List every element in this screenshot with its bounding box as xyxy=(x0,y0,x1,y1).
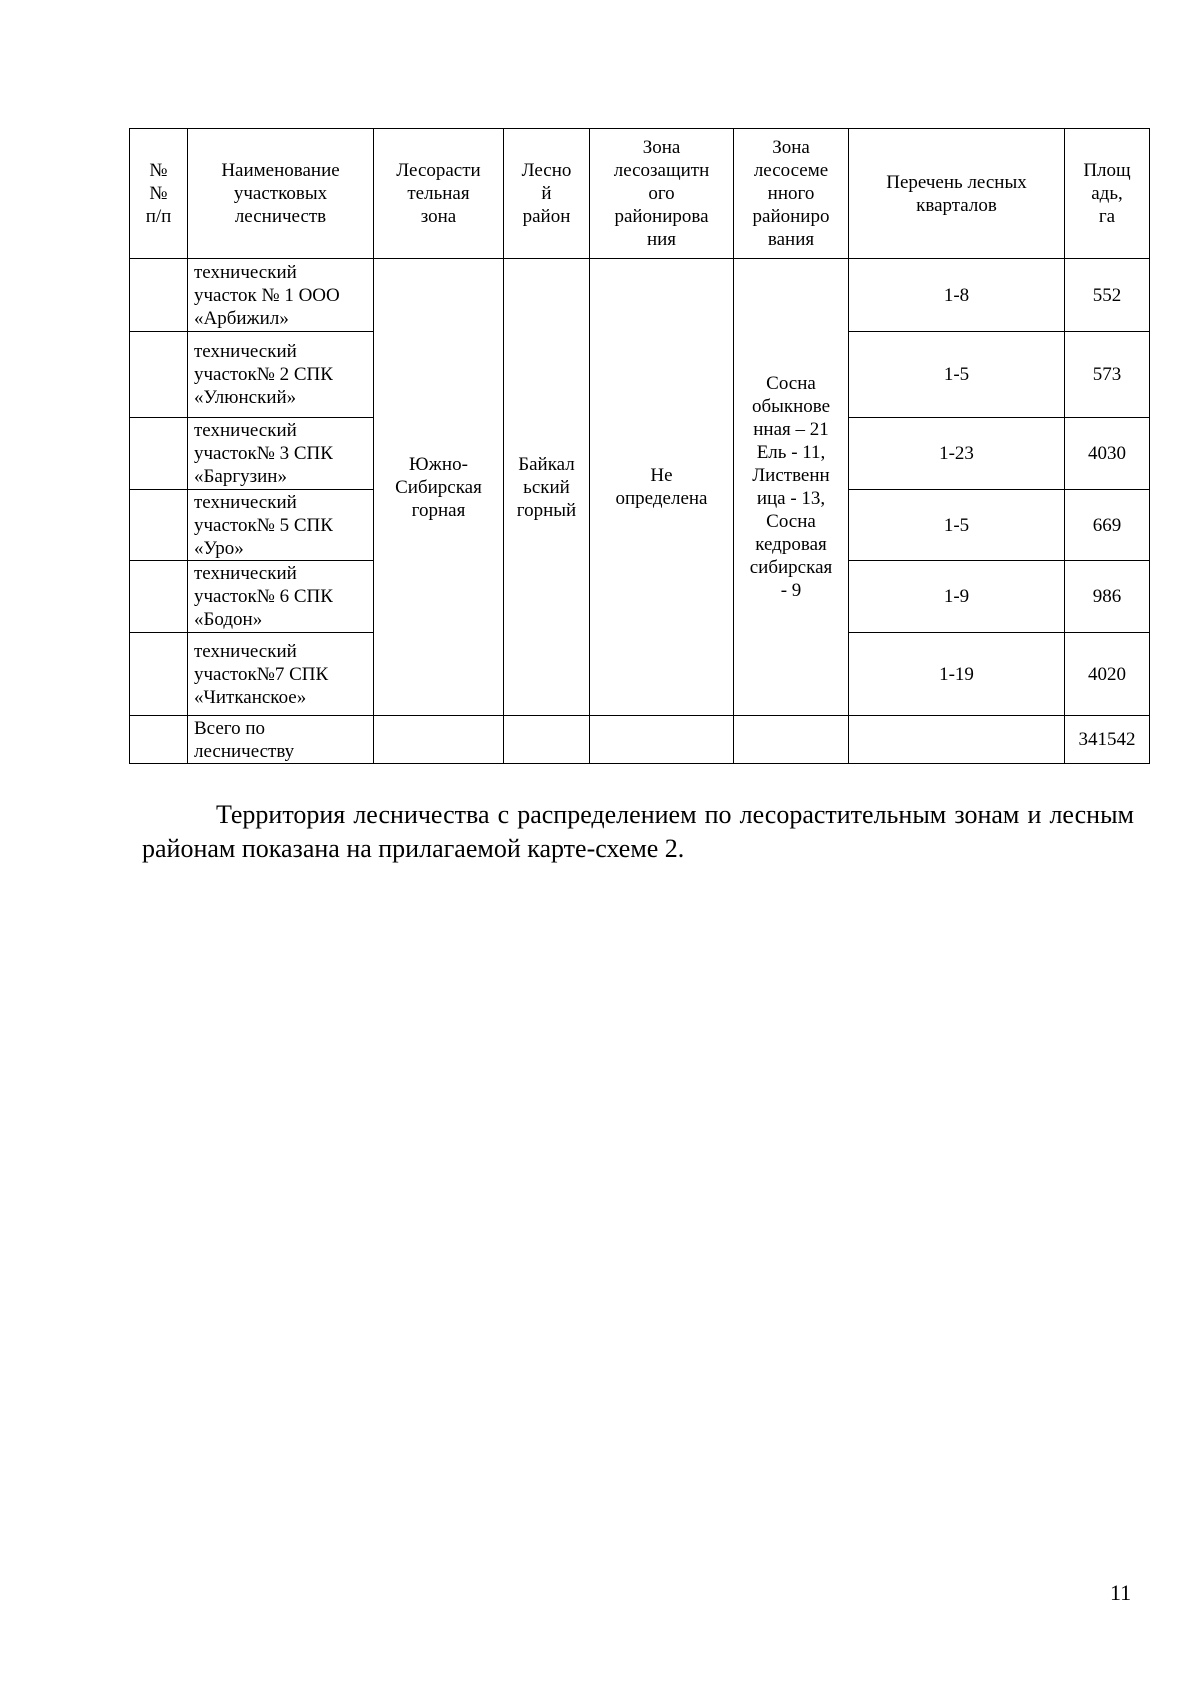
total-empty-cell xyxy=(734,716,849,764)
header-seed-zone: Зона лесосеме нного райониро вания xyxy=(734,129,849,259)
row-area: 4020 xyxy=(1065,633,1150,716)
row-name: технический участок№ 2 СПК «Улюнский» xyxy=(188,332,374,418)
row-quarters: 1-5 xyxy=(849,332,1065,418)
row-name: технический участок№7 СПК «Читканское» xyxy=(188,633,374,716)
header-forest-district: Лесно й район xyxy=(504,129,590,259)
row-name: технический участок№ 6 СПК «Бодон» xyxy=(188,561,374,633)
body-paragraph: Территория лесничества с распределением по лесорастительным зонам и лесным районам показана на прилагаемой карте-схеме 2. xyxy=(142,800,1134,863)
header-row xyxy=(130,129,1150,259)
table-row xyxy=(130,259,1150,332)
header-name: Наименование участковых лесничеств xyxy=(188,129,374,259)
row-num-cell xyxy=(130,490,188,561)
total-empty-cell xyxy=(504,716,590,764)
row-quarters: 1-8 xyxy=(849,259,1065,332)
header-forest-zone: Лесорасти тельная зона xyxy=(374,129,504,259)
protective-zone-cell: Не определена xyxy=(590,259,734,716)
forest-district-cell: Байкал ьский горный xyxy=(504,259,590,716)
row-num-cell xyxy=(130,561,188,633)
total-empty-cell xyxy=(374,716,504,764)
row-area: 573 xyxy=(1065,332,1150,418)
header-quarters: Перечень лесных кварталов xyxy=(849,129,1065,259)
total-num-cell xyxy=(130,716,188,764)
page-number: 11 xyxy=(1110,1580,1132,1605)
total-row xyxy=(130,716,1150,764)
row-num-cell xyxy=(130,418,188,490)
row-quarters: 1-23 xyxy=(849,418,1065,490)
row-name: технический участок № 1 ООО «Арбижил» xyxy=(188,259,374,332)
total-empty-cell xyxy=(849,716,1065,764)
row-area: 669 xyxy=(1065,490,1150,561)
row-quarters: 1-9 xyxy=(849,561,1065,633)
row-quarters: 1-5 xyxy=(849,490,1065,561)
row-name: технический участок№ 3 СПК «Баргузин» xyxy=(188,418,374,490)
total-area: 341542 xyxy=(1065,716,1150,764)
row-num-cell xyxy=(130,633,188,716)
row-quarters: 1-19 xyxy=(849,633,1065,716)
row-num-cell xyxy=(130,332,188,418)
header-area: Площ адь, га xyxy=(1065,129,1150,259)
header-num: № № п/п xyxy=(130,129,188,259)
row-name: технический участок№ 5 СПК «Уро» xyxy=(188,490,374,561)
total-label: Всего по лесничеству xyxy=(188,716,374,764)
forest-zone-cell: Южно- Сибирская горная xyxy=(374,259,504,716)
row-num-cell xyxy=(130,259,188,332)
row-area: 986 xyxy=(1065,561,1150,633)
seed-zone-cell: Сосна обыкнове нная – 21 Ель - 11, Лиственн ица - 13, Сосна кедровая сибирская - 9 xyxy=(734,259,849,716)
row-area: 552 xyxy=(1065,259,1150,332)
total-empty-cell xyxy=(590,716,734,764)
row-area: 4030 xyxy=(1065,418,1150,490)
forestry-table xyxy=(129,128,1150,764)
header-protective-zone: Зона лесозащитн ого районирова ния xyxy=(590,129,734,259)
